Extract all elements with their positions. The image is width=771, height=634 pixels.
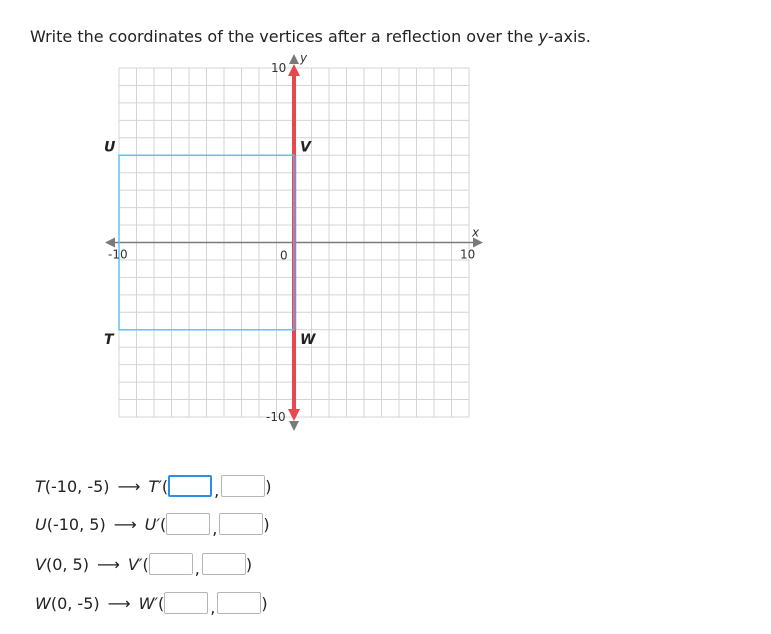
open-paren: ( (158, 593, 165, 613)
x-max-tick-label: 10 (460, 247, 476, 262)
open-paren: ( (161, 476, 169, 496)
vertex-label-t: T (104, 331, 114, 348)
w-prime-y-input[interactable] (217, 592, 261, 614)
u-prime-y-input[interactable] (219, 513, 263, 535)
image-vertex-label: T′ (148, 476, 162, 496)
answer-row-t (35, 474, 271, 498)
y-max-tick-label: 10 (271, 61, 287, 75)
original-coords: (-10, -5) (44, 476, 110, 496)
original-vertex-label: U (35, 514, 47, 534)
arrow-icon: ⟶ (117, 476, 141, 496)
answer-row-w (35, 591, 268, 615)
y-axis-label: y (300, 51, 308, 65)
close-paren: ) (265, 476, 272, 496)
original-coords: (0, -5) (50, 593, 100, 613)
question-text-before: Write the coordinates of the vertices after a reflection over the (30, 27, 539, 46)
original-vertex-label: W (35, 593, 51, 613)
arrow-icon: ⟶ (107, 593, 131, 613)
v-prime-x-input[interactable] (149, 553, 193, 575)
w-prime-x-input[interactable] (164, 592, 208, 614)
close-paren: ) (263, 514, 270, 534)
open-paren: ( (159, 514, 167, 534)
answer-row-u (35, 512, 270, 536)
y-min-tick-label: -10 (266, 410, 286, 424)
x-axis-left-arrow-icon (105, 238, 115, 248)
x-min-tick-label: -10 (108, 247, 128, 262)
t-prime-x-input[interactable] (168, 475, 212, 497)
t-prime-y-input[interactable] (221, 475, 265, 497)
question-text-after: -axis. (547, 27, 591, 46)
vertex-label-v: V (300, 139, 311, 156)
comma-separator: , (210, 597, 216, 617)
answer-row-v (35, 552, 252, 576)
origin-label: 0 (280, 248, 288, 263)
question-variable: y (538, 27, 548, 46)
v-prime-y-input[interactable] (202, 553, 246, 575)
reflection-line-bottom-arrow-icon (288, 409, 300, 421)
vertex-label-w: W (300, 331, 316, 348)
original-vertex-label: T (35, 476, 45, 496)
x-axis-label: x (472, 225, 480, 240)
open-paren: ( (142, 554, 149, 574)
close-paren: ) (261, 593, 268, 613)
comma-separator: , (194, 558, 200, 578)
y-axis-top-arrow-icon (289, 54, 299, 64)
image-vertex-label: V′ (127, 554, 143, 574)
vertex-label-u: U (104, 139, 116, 156)
arrow-icon: ⟶ (96, 554, 120, 574)
comma-separator: , (214, 480, 220, 500)
reflection-line-top-arrow-icon (288, 64, 300, 76)
image-vertex-label: W′ (138, 593, 159, 613)
original-coords: (0, 5) (45, 554, 89, 574)
u-prime-x-input[interactable] (166, 513, 210, 535)
original-coords: (-10, 5) (46, 514, 106, 534)
comma-separator: , (212, 518, 218, 538)
arrow-icon: ⟶ (113, 514, 137, 534)
y-axis-bottom-arrow-icon (289, 421, 299, 431)
image-vertex-label: U′ (144, 514, 160, 534)
original-vertex-label: V (35, 554, 46, 574)
close-paren: ) (245, 554, 253, 574)
